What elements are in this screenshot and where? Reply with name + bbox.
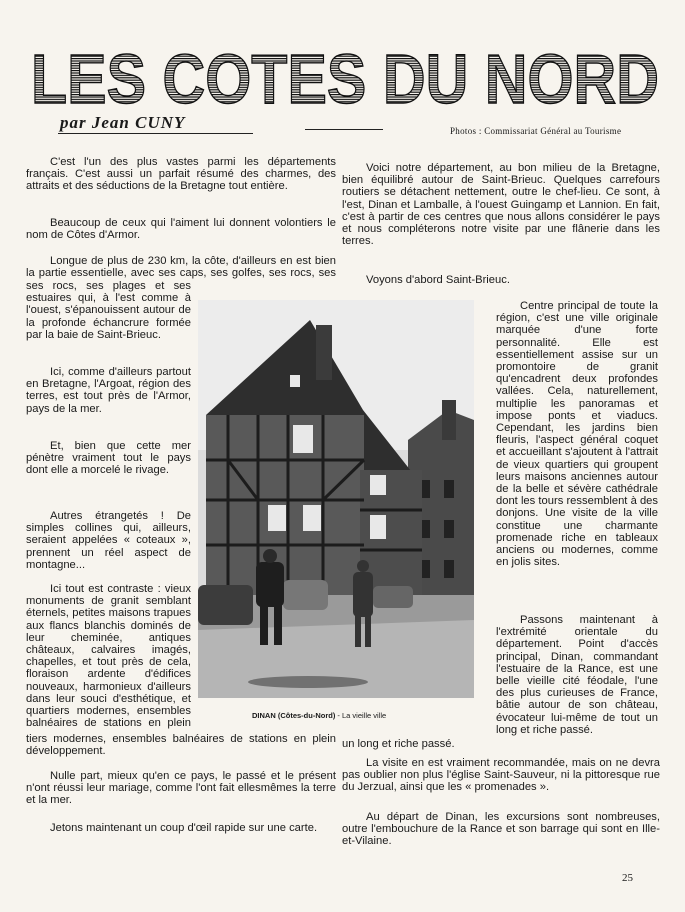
paragraph-mer: Et, bien que cette mer pénètre vraiment tout le pays dont elle a morcelé le rivage. (26, 440, 191, 477)
paragraph-dinan: Passons maintenant à l'extrémité orientale du département. Point d'accès principal, Dinan, commandant l'estuaire de la Rance, est une belle vieille cité féodale, l'une des plus curieuses de France, bâtie autour de son château, évocateur lui-même de tout un long et riche passé. (496, 614, 658, 736)
dinan-old-town-photo (198, 300, 474, 698)
paragraph-visite: La visite en est vraiment recommandée, mais on ne devra pas oublier non plus l'église Saint-Sauveur, ni la pittoresque rue du Jerzual, ainsi que les « promenades ». (342, 757, 660, 794)
page-title (30, 46, 660, 110)
author-name: Jean CUNY (91, 113, 186, 132)
paragraph-excursions: Au départ de Dinan, les excursions sont nombreuses, outre l'embouchure de la Rance et son barrage qui sont en Ille-et-Vilaine. (342, 811, 660, 848)
paragraph-saint-brieuc: Voyons d'abord Saint-Brieuc. (366, 274, 510, 286)
photo-credit: Photos : Commissariat Général au Tourisme (450, 126, 622, 136)
paragraph-carte: Jetons maintenant un coup d'œil rapide sur une carte. (50, 822, 318, 834)
paragraph-etrangetes: Autres étrangetés ! De simples collines qui, ailleurs, seraient appelées « coteaux », prennent un réel aspect de montagne... (26, 510, 191, 571)
paragraph-contraste-end: tiers modernes, ensembles balnéaires de stations en plein développement. (26, 733, 336, 758)
paragraph-dinan-end: un long et riche passé. (342, 738, 455, 750)
paragraph-passe-present: Nulle part, mieux qu'en ce pays, le passé et le présent n'ont réussi leur mariage, comme l'ont fait ellesmêmes la terre et la mer. (26, 770, 336, 807)
paragraph-contraste: Ici tout est contraste : vieux monuments de granit semblant éternels, petites maisons trapues aux flancs blanchis dominés de leur cheminée, antiques châteaux, calvaires imagés, chapelles, et tout près de cela, floraison ardente d'édifices nouveaux, harmonieux d'ailleurs dans leur souci d'esthétique, et quartiers modernes, ensembles balnéaires de stations en plein (26, 583, 191, 729)
header-divider (305, 129, 383, 130)
paragraph-cote-intro: Longue de plus de 230 km, la côte, d'ailleurs en est bien la partie essentielle, avec ses caps, ses golfes, ses rocs, ses (26, 255, 336, 279)
paragraph-cote: ses rocs, ses plages et ses estuaires qui, à l'est comme à l'ouest, s'épanouissent autour de la profonde échancrure formée par la baie de Saint-Brieuc. (26, 280, 191, 341)
paragraph-intro: C'est l'un des plus vastes parmi les départements français. C'est aussi un parfait résumé des charmes, des attraits et des séductions de la Bretagne tout entière. (26, 156, 336, 193)
paragraph-departement: Voici notre département, au bon milieu de la Bretagne, bien équilibré autour de Saint-Brieuc. Quelques carrefours routiers se détachent nettement, outre le chef-lieu. Ce sont, à l'est, Dinan et Lamballe, à l'ouest Guingamp et Lannion. En fait, c'est à partir de ces centres que nous allons considérer le pays et nous compléterons notre visite par une flânerie dans les terres. (342, 162, 660, 248)
paragraph-centre: Centre principal de toute la région, c'est une ville originale marquée d'une forte personnalité. Elle est essentiellement assise sur un promontoire de granit qu'encadrent deux profondes vallées. Cela, naturellement, multiplie les panoramas et impose ponts et viaducs. Cependant, les jardins bien fleuris, l'aspect général coquet et accueillant s'ajoutent à l'attrait de vieux quartiers qui groupent leurs maisons anciennes autour de la belle et sévère cathédrale dont les tours ressemblent à des donjons. Une visite de la ville constitue une charmante promenade riche en tableaux anciens ou modernes, comme en jolis sites. (496, 300, 658, 569)
paragraph-argoat: Ici, comme d'ailleurs partout en Bretagne, l'Argoat, région des terres, est tout près de l'Armor, pays de la mer. (26, 366, 191, 415)
photo-caption: DINAN (Côtes-du-Nord) - La vieille ville (252, 711, 387, 720)
svg-text:LES COTES DU NORD: LES COTES DU NORD (31, 46, 659, 110)
byline (60, 113, 185, 133)
byline-underline (58, 133, 253, 134)
paragraph-cotes-armor: Beaucoup de ceux qui l'aiment lui donnent volontiers le nom de Côtes d'Armor. (26, 217, 336, 242)
page-number: 25 (622, 872, 633, 884)
byline-prefix: par (60, 113, 87, 132)
